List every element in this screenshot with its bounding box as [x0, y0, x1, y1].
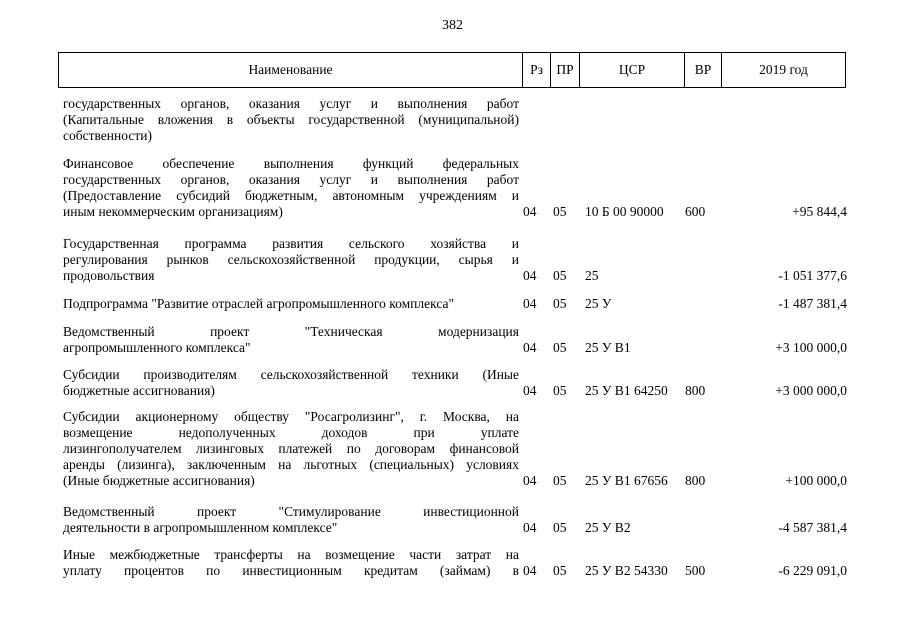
header-vr: ВР — [685, 53, 722, 87]
row-value: -1 487 381,4 — [778, 296, 847, 311]
row-name — [63, 367, 519, 399]
row-csr: 25 У В1 67656 — [585, 473, 668, 488]
row-name — [63, 504, 519, 536]
row-name — [63, 156, 519, 220]
row-name — [63, 96, 519, 144]
row-vr: 500 — [685, 563, 706, 578]
row-name-line: государственных органов, оказания услуг и выполнения работ — [63, 172, 519, 187]
row-pr: 05 — [553, 204, 567, 219]
row-vr: 800 — [685, 473, 706, 488]
row-name-line: Ведомственный проект "Техническая модернизация — [63, 324, 519, 339]
row-vr: 600 — [685, 204, 706, 219]
row-value: +3 000 000,0 — [775, 383, 847, 398]
row-name — [63, 547, 519, 579]
row-value: -4 587 381,4 — [778, 520, 847, 535]
row-name-line: (Предоставление субсидий бюджетным, автономным учреждениям и — [63, 188, 519, 203]
row-name-line: уплату процентов по инвестиционным кредитам (займам) в — [63, 563, 519, 578]
row-name-line: иным некоммерческим организациям) — [63, 204, 283, 219]
row-rz: 04 — [523, 268, 537, 283]
row-name-line: (Капитальные вложения в объекты государственной (муниципальной) — [63, 112, 519, 127]
row-name — [63, 409, 519, 489]
row-rz: 04 — [523, 383, 537, 398]
row-name-line: (Иные бюджетные ассигнования) — [63, 473, 255, 488]
row-name-line: Финансовое обеспечение выполнения функций федеральных — [63, 156, 519, 171]
row-rz: 04 — [523, 204, 537, 219]
header-rz: Рз — [523, 53, 551, 87]
row-name-line: собственности) — [63, 128, 152, 143]
row-pr: 05 — [553, 340, 567, 355]
row-csr: 25 У В1 — [585, 340, 631, 355]
row-name — [63, 236, 519, 284]
row-name-line: деятельности в агропромышленном комплексе" — [63, 520, 338, 535]
row-name-line: регулирования рынков сельскохозяйственной продукции, сырья и — [63, 252, 519, 267]
row-name-line: Субсидии производителям сельскохозяйственной техники (Иные — [63, 367, 519, 382]
row-csr: 25 У В2 54330 — [585, 563, 668, 578]
row-csr: 10 Б 00 90000 — [585, 204, 664, 219]
row-name-line: Ведомственный проект "Стимулирование инвестиционной — [63, 504, 519, 519]
row-name — [63, 296, 519, 312]
row-pr: 05 — [553, 383, 567, 398]
row-name-line: продовольствия — [63, 268, 155, 283]
row-rz: 04 — [523, 296, 537, 311]
row-csr: 25 У В2 — [585, 520, 631, 535]
row-value: +95 844,4 — [792, 204, 847, 219]
row-rz: 04 — [523, 473, 537, 488]
row-name-line: лизингополучателем лизинговых платежей по договорам финансовой — [63, 441, 519, 456]
row-name — [63, 324, 519, 356]
row-value: +3 100 000,0 — [775, 340, 847, 355]
row-name-line: бюджетные ассигнования) — [63, 383, 215, 398]
row-name-line: Иные межбюджетные трансферты на возмещение части затрат на — [63, 547, 519, 562]
row-pr: 05 — [553, 268, 567, 283]
row-name-line: агропромышленного комплекса" — [63, 340, 251, 355]
header-name: Наименование — [59, 53, 523, 87]
row-name-line: Субсидии акционерному обществу "Росагролизинг", г. Москва, на — [63, 409, 519, 424]
row-name-line: аренды (лизинга), заключенным на льготных (специальных) условиях — [63, 457, 519, 472]
row-value: -6 229 091,0 — [778, 563, 847, 578]
row-value: +100 000,0 — [785, 473, 847, 488]
row-csr: 25 У — [585, 296, 612, 311]
row-pr: 05 — [553, 473, 567, 488]
row-rz: 04 — [523, 563, 537, 578]
row-pr: 05 — [553, 296, 567, 311]
row-csr: 25 У В1 64250 — [585, 383, 668, 398]
row-pr: 05 — [553, 520, 567, 535]
header-csr: ЦСР — [580, 53, 685, 87]
row-rz: 04 — [523, 340, 537, 355]
row-name-line: Государственная программа развития сельского хозяйства и — [63, 236, 519, 251]
row-name-line: возмещение недополученных доходов при уплате — [63, 425, 519, 440]
header-year: 2019 год — [759, 62, 808, 77]
page-number: 382 — [442, 18, 463, 33]
row-pr: 05 — [553, 563, 567, 578]
row-value: -1 051 377,6 — [778, 268, 847, 283]
header-pr: ПР — [551, 53, 580, 87]
row-rz: 04 — [523, 520, 537, 535]
row-csr: 25 — [585, 268, 599, 283]
row-vr: 800 — [685, 383, 706, 398]
row-name-line: государственных органов, оказания услуг и выполнения работ — [63, 96, 519, 111]
row-name-line: Подпрограмма "Развитие отраслей агропромышленного комплекса" — [63, 296, 454, 311]
